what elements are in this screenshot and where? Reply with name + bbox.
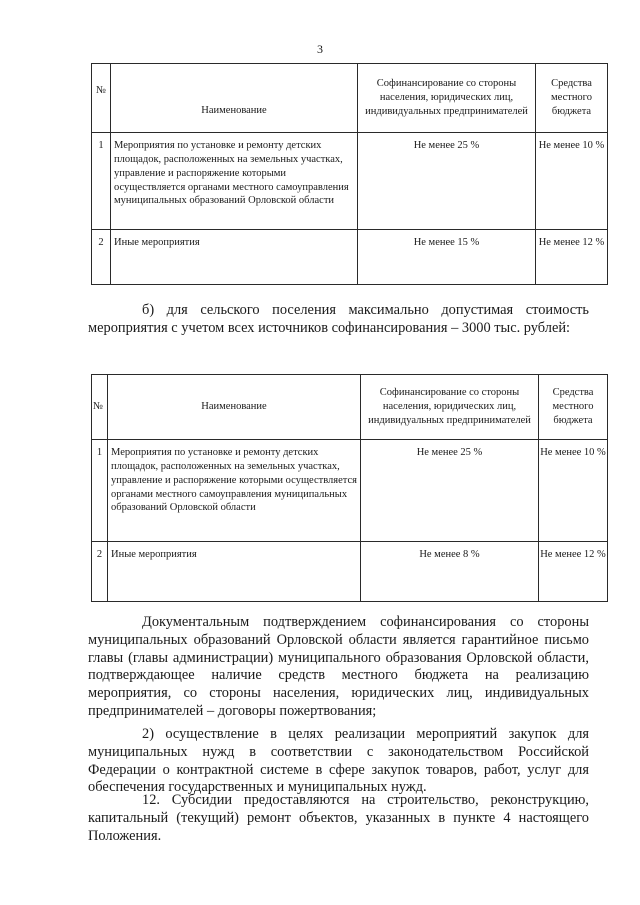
table-row [92,230,608,285]
row-num: 2 [92,542,108,602]
cofinancing-table-urban [91,63,608,285]
row-num: 1 [92,133,111,230]
row-num: 1 [92,440,108,542]
row-name: Иные мероприятия [111,230,358,285]
header-local-budget: Средства местного бюджета [539,375,608,440]
header-name: Наименование [108,375,361,440]
header-local-budget: Средства местного бюджета [536,64,608,133]
table-row [92,440,608,542]
cofinancing-table-rural [91,374,608,602]
paragraph-rural-settlement: б) для сельского поселения максимально допустимая стоимость мероприятия с учетом всех источников софинансирования – 3000 тыс. рублей: [88,302,589,336]
row-local-budget: Не менее 10 % [536,133,608,230]
paragraph-item-2: 2) осуществление в целях реализации мероприятий закупок для муниципальных нужд в соответствии с законодательством Российской Федерации о контрактной системе в сфере закупок товаров, работ, услуг для обеспечения государственных и муниципальных нужд. [88,726,589,796]
header-cofinancing: Софинансирование со стороны населения, юридических лиц, индивидуальных предпринимателей [361,375,539,440]
header-num: № [92,64,111,133]
table-row [92,133,608,230]
row-num: 2 [92,230,111,285]
page-number: 3 [317,42,323,56]
row-local-budget: Не менее 12 % [539,542,608,602]
header-num: № [92,375,108,440]
row-name: Мероприятия по установке и ремонту детских площадок, расположенных на земельных участках, управление и распоряжение которыми осуществляется органами местного самоуправления муниципальных образований Орловской области [111,133,358,230]
row-cofinancing: Не менее 8 % [361,542,539,602]
row-name: Иные мероприятия [108,542,361,602]
row-local-budget: Не менее 10 % [539,440,608,542]
table-header-row [92,375,608,440]
paragraph-item-12: 12. Субсидии предоставляются на строительство, реконструкцию, капитальный (текущий) ремонт объектов, указанных в пункте 4 настоящего Положения. [88,792,589,844]
row-cofinancing: Не менее 15 % [358,230,536,285]
row-cofinancing: Не менее 25 % [361,440,539,542]
header-cofinancing: Софинансирование со стороны населения, юридических лиц, индивидуальных предпринимателей [358,64,536,133]
row-cofinancing: Не менее 25 % [358,133,536,230]
table-header-row [92,64,608,133]
row-local-budget: Не менее 12 % [536,230,608,285]
header-name: Наименование [111,64,358,133]
table-row [92,542,608,602]
paragraph-documentary-confirmation: Документальным подтверждением софинансирования со стороны муниципальных образований Орловской области является гарантийное письмо главы (главы администрации) муниципального образования Орловской области, подтверждающее наличие средств местного бюджета на реализацию мероприятия, со стороны населения, юридических лиц, индивидуальных предпринимателей – договоры пожертвования; [88,614,589,719]
row-name: Мероприятия по установке и ремонту детских площадок, расположенных на земельных участках, управление и распоряжение которыми осуществляется органами местного самоуправления муниципальных образований Орловской области [108,440,361,542]
